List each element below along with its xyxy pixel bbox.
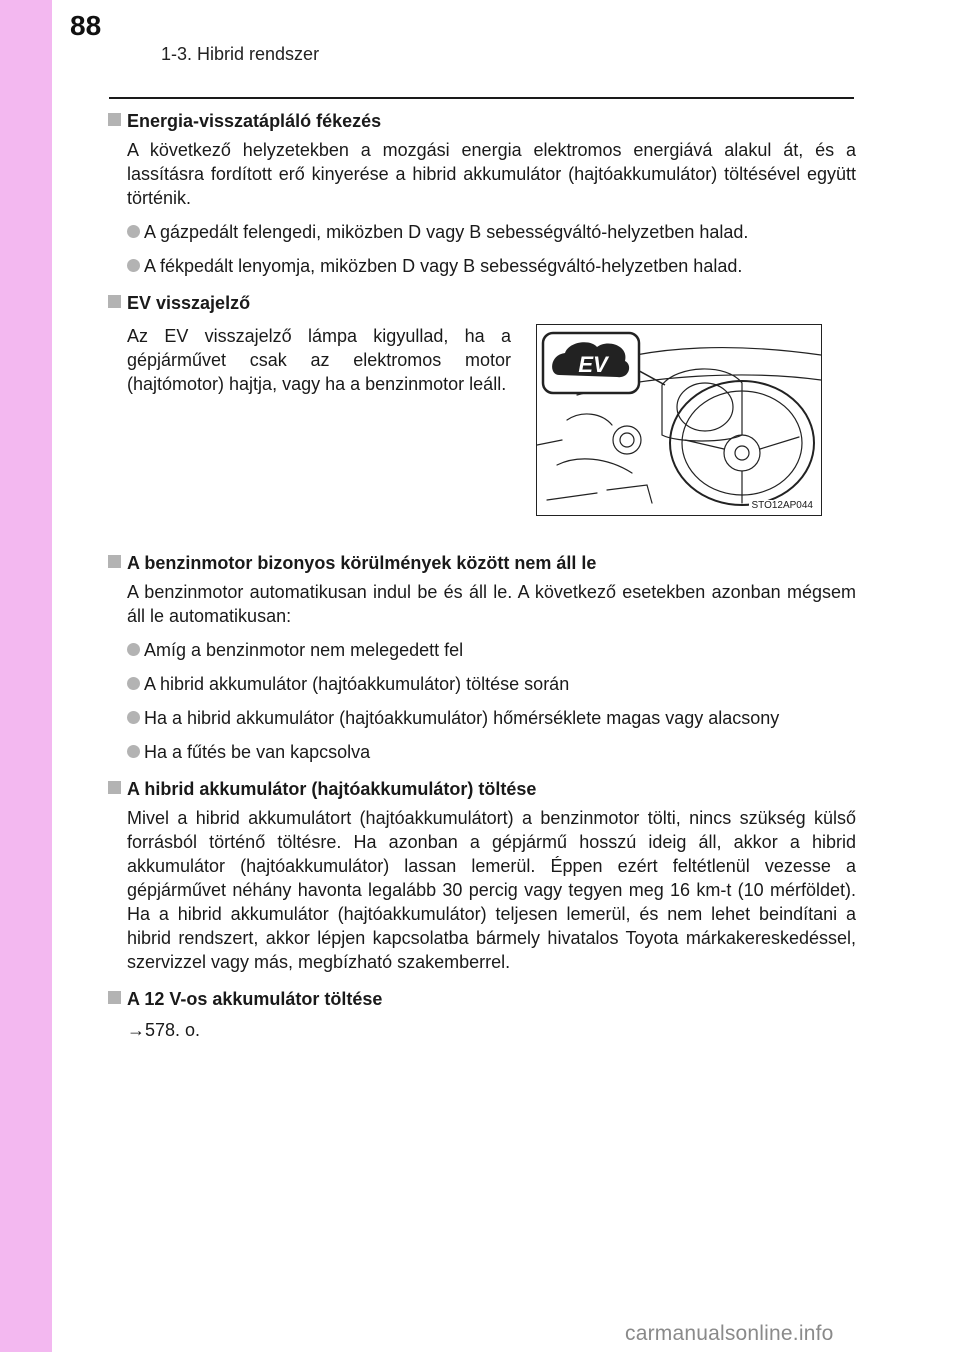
section-heading: Energia-visszatápláló fékezés <box>108 108 856 134</box>
section-text: A benzinmotor automatikusan indul be és áll le. A következő esetekben azonban mégsem áll le automatikusan: <box>127 582 856 626</box>
bullet-item: A fékpedált lenyomja, miközben D vagy B sebességváltó-helyzetben halad. <box>127 254 856 278</box>
section-12v-battery <box>108 986 856 1042</box>
page-content <box>108 108 856 1042</box>
bullet-item: Amíg a benzinmotor nem melegedett fel <box>127 638 856 662</box>
figure-code: STO12AP044 <box>751 500 813 511</box>
page-number: 88 <box>70 10 102 41</box>
dashboard-illustration <box>536 324 822 516</box>
section-heading: EV visszajelző <box>108 290 856 316</box>
chapter-title: 1-3. Hibrid rendszer <box>161 44 320 64</box>
bullet-item: A gázpedált felengedi, miközben D vagy B sebességváltó-helyzetben halad. <box>127 220 856 244</box>
section-text: A következő helyzetekben a mozgási energia elektromos energiává alakul át, és a lassításra fordított erő kinyerése a hibrid akkumulátor (hajtóakkumulátor) töltésével együtt történik. <box>127 140 856 208</box>
bullet-item: Ha a hibrid akkumulátor (hajtóakkumulátor) hőmérséklete magas vagy alacsony <box>127 706 856 730</box>
header-rule <box>109 97 854 99</box>
section-ev-indicator <box>108 290 856 546</box>
page-reference: →578. o. <box>127 1020 201 1040</box>
section-engine-not-stopping <box>108 550 856 764</box>
chapter-sidebar-tab <box>0 0 52 1352</box>
watermark: carmanualsonline.info <box>625 1322 834 1345</box>
ev-indicator-icon: EV <box>578 352 608 377</box>
bullet-item: Ha a fűtés be van kapcsolva <box>127 740 856 764</box>
section-heading: A hibrid akkumulátor (hajtóakkumulátor) töltése <box>108 776 856 802</box>
bullet-item: A hibrid akkumulátor (hajtóakkumulátor) töltése során <box>127 672 856 696</box>
dashboard-drawing <box>537 325 821 515</box>
section-text: Az EV visszajelző lámpa kigyullad, ha a gépjárművet csak az elektromos motor (hajtómotor) hajtja, vagy ha a benzinmotor leáll. <box>127 326 511 394</box>
section-heading: A 12 V-os akkumulátor töltése <box>108 986 856 1012</box>
ev-row <box>108 324 856 546</box>
section-heading: A benzinmotor bizonyos körülmények között nem áll le <box>108 550 856 576</box>
section-regenerative-braking <box>108 108 856 278</box>
section-text: Mivel a hibrid akkumulátort (hajtóakkumulátort) a benzinmotor tölti, nincs szükség külső forrásból történő töltésre. Ha azonban a gépjármű hosszú ideig áll, akkor a hibrid akkumulátor (hajtóakkumulátor) lassan lemerül. Éppen ezért feltétlenül vezesse a gépjárművet néhány havonta legalább 30 percig vagy tegyen meg 16 km-t (10 mérföldet). Ha a hibrid akkumulátor (hajtóakkumulátor) teljesen lemerül, és nem lehet beindítani a hibrid rendszert, akkor lépjen kapcsolatba bármely hivatalos Toyota márkakereskedéssel, szervizzel vagy más, megbízható szakemberrel. <box>127 808 856 972</box>
section-hybrid-battery-charging <box>108 776 856 974</box>
